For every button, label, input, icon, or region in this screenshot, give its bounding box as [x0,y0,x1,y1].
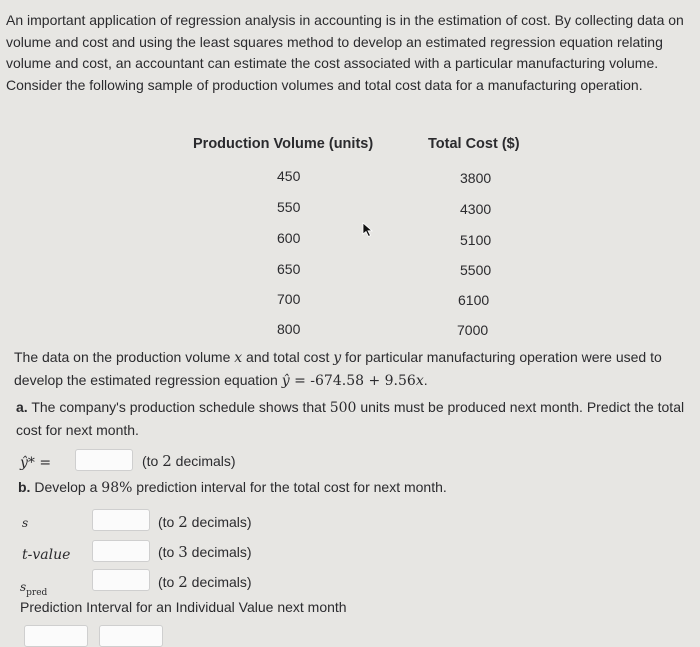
s-hint: (to 2 decimals) [158,513,252,531]
column-header-total-cost: Total Cost ($) [428,136,520,152]
t-value-hint: (to 3 decimals) [158,543,252,561]
pi-upper-input[interactable] [99,625,163,647]
table-cell-volume: 800 [277,321,301,337]
prediction-interval-label: Prediction Interval for an Individual Value next month [20,599,347,615]
mouse-cursor-icon [362,222,374,238]
part-a-question: a. The company's production schedule shows that 500 units must be produced next month. Predict the total cost for next month. [16,399,685,438]
s-input[interactable] [92,509,150,531]
column-header-production-volume: Production Volume (units) [193,136,374,152]
table-cell-cost: 3800 [460,170,492,186]
t-value-label: t-value [22,547,71,563]
problem-intro: An important application of regression analysis in accounting is in the estimation of cost. By collecting data on volume and cost and using the least squares method to develop an estimated regression equation relating volume and cost, an accountant can estimate the cost associated with a particular manufacturing volume. Consider the following sample of production volumes and total cost data for a manufacturing operation. [6,12,684,93]
table-cell-volume: 700 [277,291,301,307]
s-label: s [22,516,29,530]
table-cell-volume: 450 [277,168,301,184]
table-cell-volume: 650 [277,261,301,277]
table-cell-volume: 550 [277,199,301,215]
table-cell-cost: 6100 [458,292,490,308]
table-cell-cost: 7000 [457,322,489,338]
s-pred-label: $s_{pred}$ [20,580,48,598]
table-cell-cost: 5500 [460,262,492,278]
table-cell-cost: 4300 [460,201,492,217]
yhat-star-label: ŷ* = [20,455,52,471]
pi-lower-input[interactable] [24,625,88,647]
part-b-question: b. Develop a 98% prediction interval for the total cost for next month. [18,479,447,496]
s-pred-input[interactable] [92,569,150,591]
yhat-star-input[interactable] [75,449,133,471]
table-cell-cost: 5100 [460,232,492,248]
s-pred-hint: (to 2 decimals) [158,573,252,591]
yhat-star-hint: (to 2 decimals) [142,452,236,470]
table-cell-volume: 600 [277,230,301,246]
t-value-input[interactable] [92,540,150,562]
regression-description: The data on the production volume x and total cost y for particular manufacturing operation were used to develop the estimated regression equation ŷ = -674.58 + 9.56x. [14,349,662,389]
